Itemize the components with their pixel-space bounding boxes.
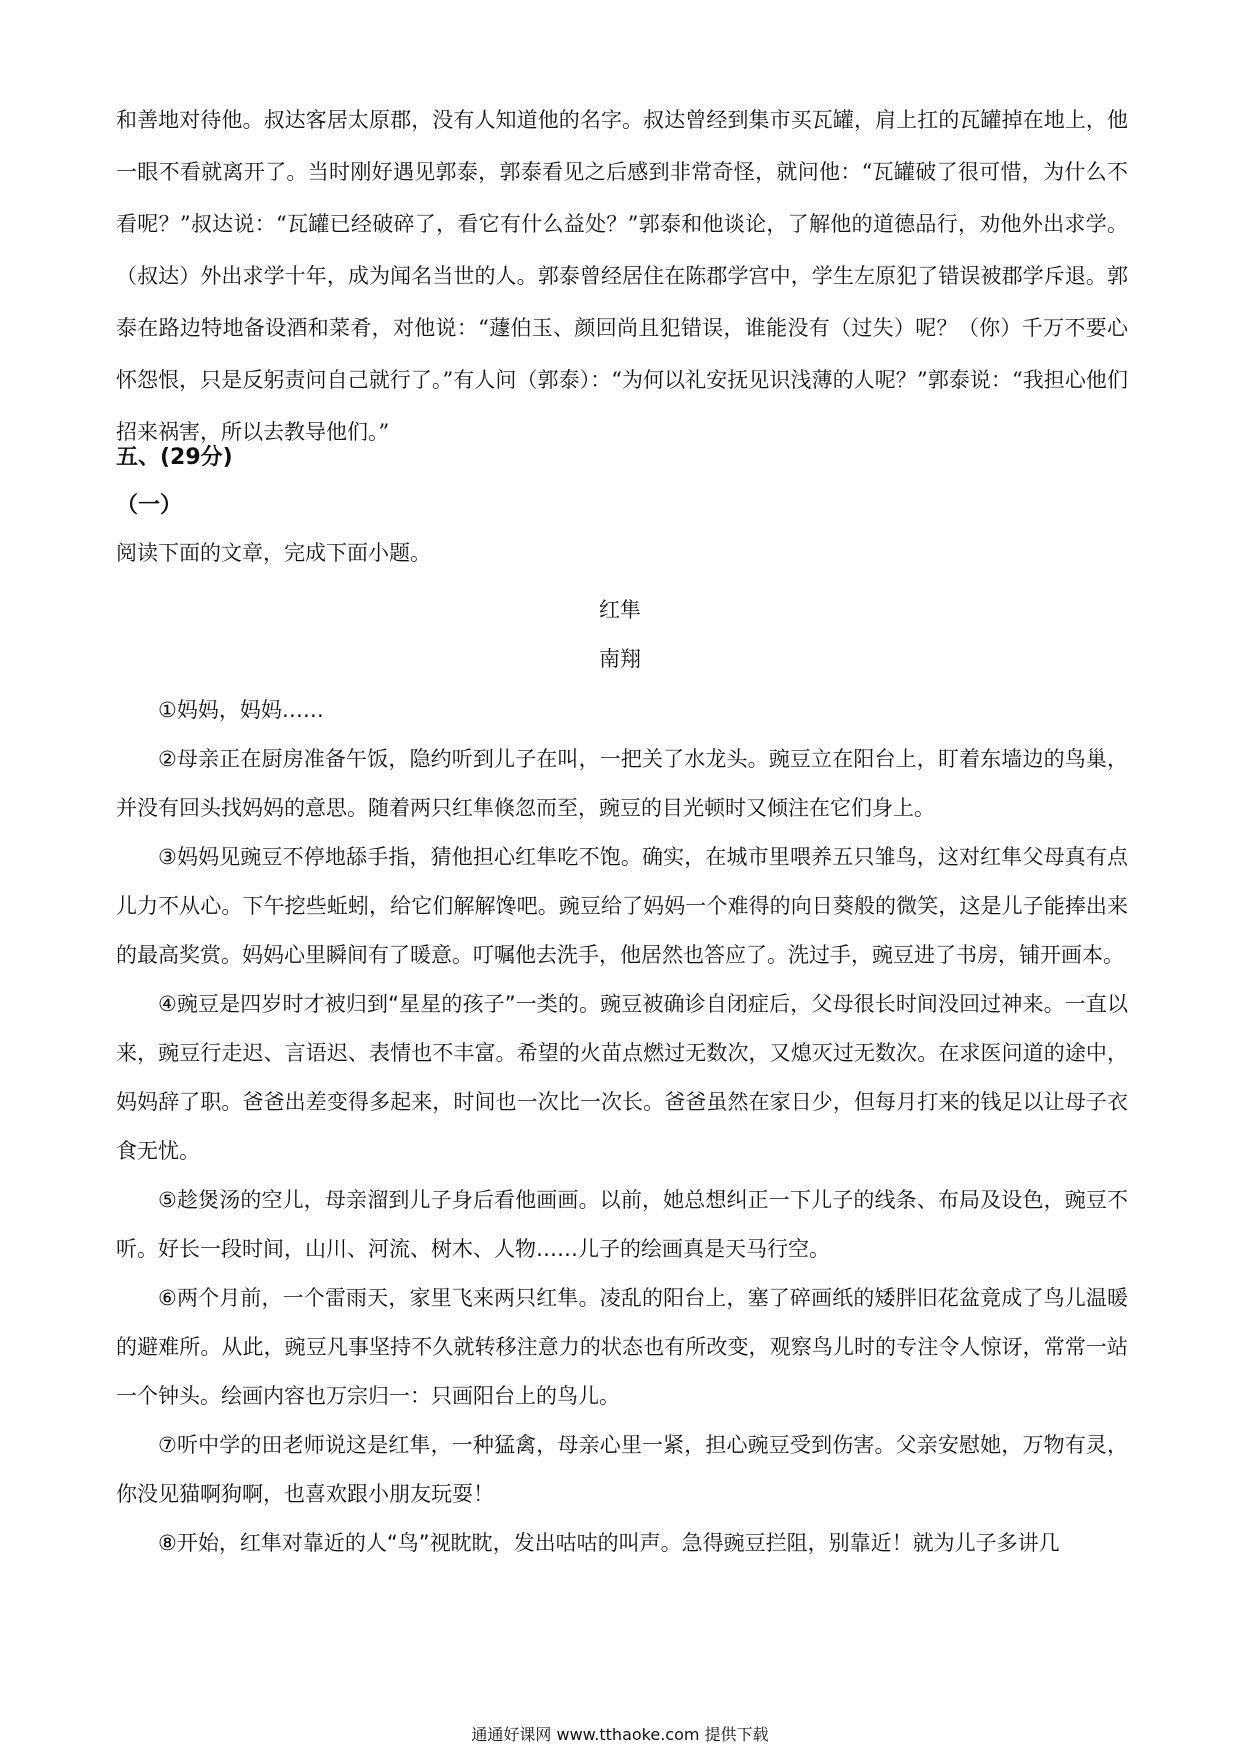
article-title: 红隼 [599, 598, 641, 622]
section-heading: 五、(29分) [116, 445, 233, 470]
paragraph-5: ⑤趁煲汤的空儿，母亲溜到儿子身后看他画画。以前，她总想纠正一下儿子的线条、布局及设色，豌豆不听。好长一段时间，山川、河流、树木、人物……儿子的绘画真是天马行空。 [116, 1188, 1128, 1261]
paragraph-2: ②母亲正在厨房准备午饭，隐约听到儿子在叫，一把关了水龙头。豌豆立在阳台上，盯着东墙边的鸟巢，并没有回头找妈妈的意思。随着两只红隼倏忽而至，豌豆的目光顿时又倾注在它们身上。 [116, 747, 1128, 820]
paragraph-6: ⑥两个月前，一个雷雨天，家里飞来两只红隼。凌乱的阳台上，塞了碎画纸的矮胖旧花盆竟成了鸟儿温暖的避难所。从此，豌豆凡事坚持不久就转移注意力的状态也有所改变，观察鸟儿时的专注令人惊讶，常常一站一个钟头。绘画内容也万宗归一：只画阳台上的鸟儿。 [116, 1286, 1128, 1408]
paragraph-4: ④豌豆是四岁时才被归到“星星的孩子”一类的。豌豆被确诊自闭症后，父母很长时间没回过神来。一直以来，豌豆行走迟、言语迟、表情也不丰富。希望的火苗点燃过无数次，又熄灭过无数次。在求医问道的途中，妈妈辞了职。爸爸出差变得多起来，时间也一次比一次长。爸爸虽然在家日少，但每月打来的钱足以让母子衣食无忧。 [116, 992, 1128, 1163]
article-body [116, 686, 1128, 1568]
sub-section-heading: （一） [116, 493, 183, 518]
paragraph-3: ③妈妈见豌豆不停地舔手指，猜他担心红隼吃不饱。确实，在城市里喂养五只雏鸟，这对红隼父母真有点儿力不从心。下午挖些蚯蚓，给它们解解馋吧。豌豆给了妈妈一个难得的向日葵般的微笑，这是儿子能捧出来的最高奖赏。妈妈心里瞬间有了暖意。叮嘱他去洗手，他居然也答应了。洗过手，豌豆进了书房，铺开画本。 [116, 845, 1128, 967]
article-author: 南翔 [599, 647, 641, 671]
translation-passage [116, 94, 1128, 458]
paragraph-1: ①妈妈，妈妈…… [158, 698, 324, 722]
reading-instruction: 阅读下面的文章，完成下面小题。 [116, 541, 431, 565]
paragraph-8: ⑧开始，红隼对靠近的人“鸟”视眈眈，发出咕咕的叫声。急得豌豆拦阻，别靠近！就为儿子多讲几 [158, 1531, 1060, 1555]
paragraph-7: ⑦听中学的田老师说这是红隼，一种猛禽，母亲心里一紧，担心豌豆受到伤害。父亲安慰她，万物有灵，你没见猫啊狗啊，也喜欢跟小朋友玩耍！ [116, 1433, 1128, 1506]
page-footer: 通通好课网 www.tthaoke.com 提供下载 [471, 1725, 769, 1744]
translation-text: 和善地对待他。叔达客居太原郡，没有人知道他的名字。叔达曾经到集市买瓦罐，肩上扛的瓦罐掉在地上，他一眼不看就离开了。当时刚好遇见郭泰，郭泰看见之后感到非常奇怪，就问他：“瓦罐破了很可惜，为什么不看呢？”叔达说：“瓦罐已经破碎了，看它有什么益处？”郭泰和他谈论，了解他的道德品行，劝他外出求学。（叔达）外出求学十年，成为闻名当世的人。郭泰曾经居住在陈郡学宫中，学生左原犯了错误被郡学斥退。郭泰在路边特地备设酒和菜肴，对他说：“蘧伯玉、颜回尚且犯错误，谁能没有（过失）呢？（你）千万不要心怀怨恨，只是反躬责问自己就行了。”有人问（郭泰）：“为何以礼安抚见识浅薄的人呢？”郭泰说：“我担心他们招来祸害，所以去教导他们。” [116, 108, 1128, 444]
